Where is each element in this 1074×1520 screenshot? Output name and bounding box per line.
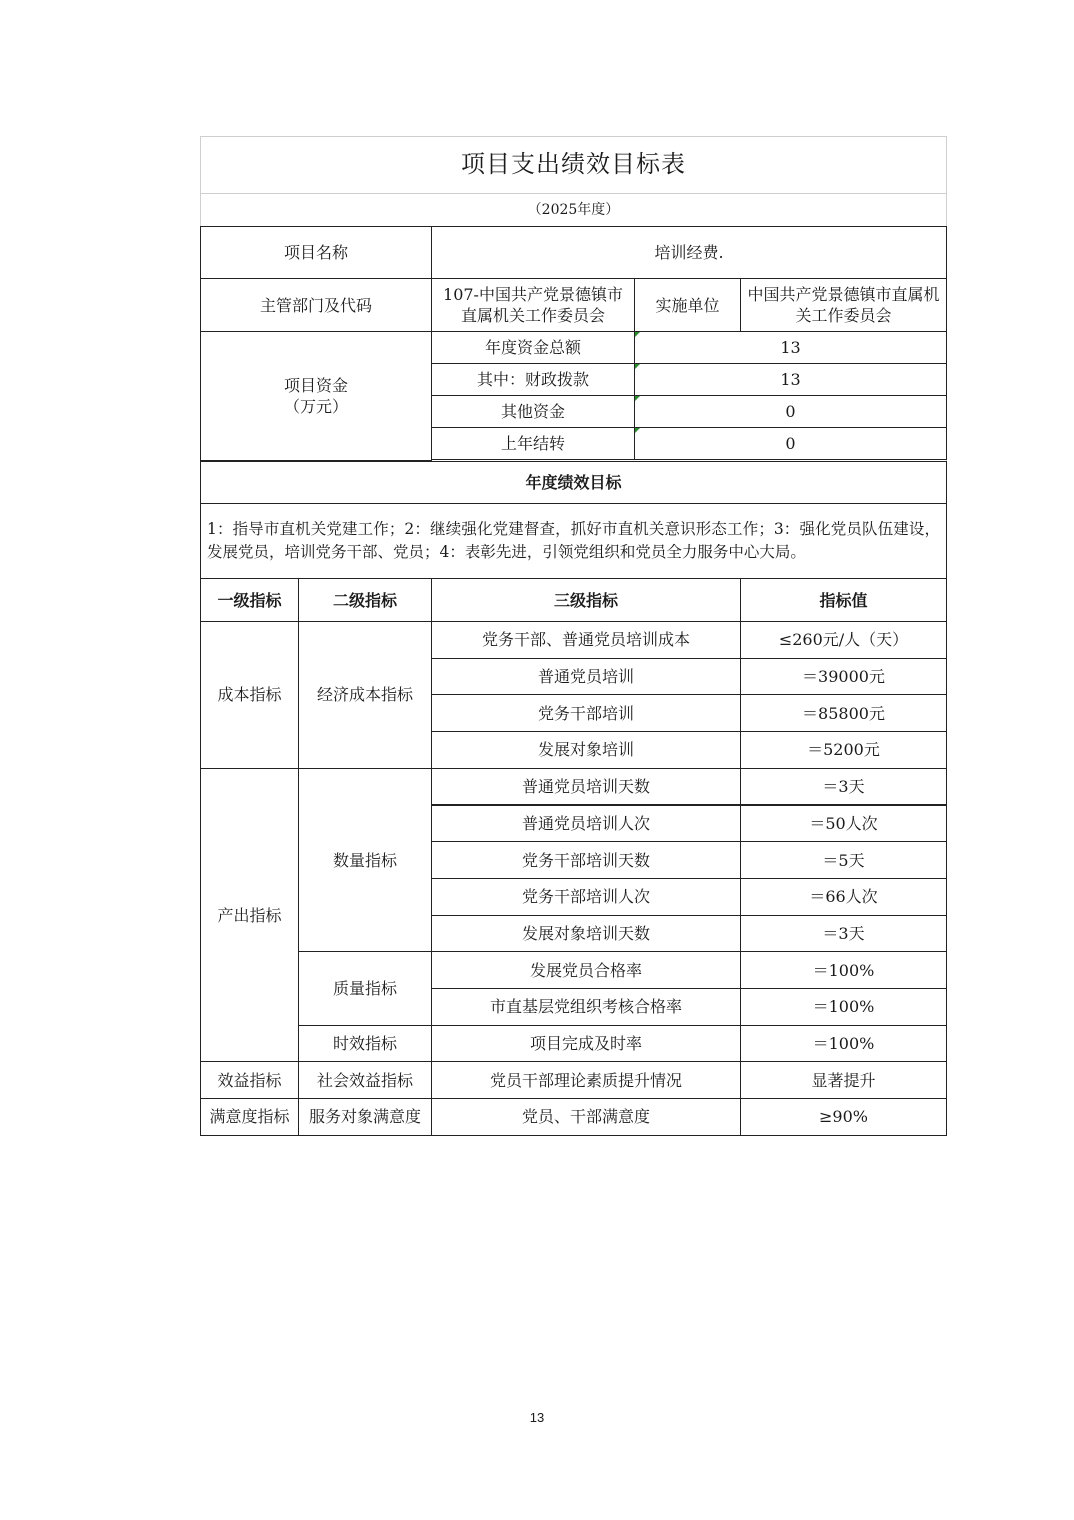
funds-item-value: 0 [634,427,947,460]
cell-marker [635,396,640,401]
level3-indicator: 党务干部培训 [431,694,741,732]
cell-marker [635,332,640,337]
level3-indicator: 党员干部理论素质提升情况 [431,1061,741,1099]
level3-indicator: 发展党员合格率 [431,951,741,989]
level3-indicator: 发展对象培训 [431,731,741,769]
fiscal-year: （2025年度） [527,201,620,218]
page-number: 13 [529,1410,545,1425]
level3-indicator: 党务干部培训人次 [431,878,741,916]
funds-item-value: 13 [634,363,947,396]
funds-label: 项目资金 （万元） [200,331,432,461]
indicator-header: 一级指标 [200,578,299,622]
indicator-value: ＝66人次 [740,878,947,916]
level3-indicator: 党务干部培训天数 [431,841,741,879]
performance-target-table [200,136,948,1134]
dept-label: 主管部门及代码 [200,278,432,332]
indicator-value: ＝100% [740,988,947,1026]
level3-indicator: 普通党员培训天数 [431,768,741,806]
level3-indicator: 普通党员培训人次 [431,805,741,843]
funds-item-label: 其中：财政拨款 [431,363,635,396]
level2-indicator: 数量指标 [298,768,432,953]
cell-marker [635,364,640,369]
funds-item-label: 其他资金 [431,395,635,428]
funds-item-label: 上年结转 [431,427,635,460]
dept-value: 107-中国共产党景德镇市直属机关工作委员会 [431,278,635,332]
level2-indicator: 质量指标 [298,951,432,1025]
level1-indicator: 效益指标 [200,1061,299,1099]
indicator-header: 三级指标 [431,578,741,622]
annual-goal-text: 1：指导市直机关党建工作；2：继续强化党建督查，抓好市直机关意识形态工作；3：强化党员队伍建设，发展党员，培训党务干部、党员；4：表彰先进，引领党组织和党员全力服务中心大局。 [200,503,947,579]
indicator-value: ＝3天 [740,768,947,806]
indicator-value: ＝85800元 [740,694,947,732]
level3-indicator: 市直基层党组织考核合格率 [431,988,741,1026]
indicator-header: 二级指标 [298,578,432,622]
indicator-value: ≤260元/人（天） [740,621,947,659]
indicator-value: ＝5200元 [740,731,947,769]
level3-indicator: 项目完成及时率 [431,1025,741,1063]
project-name-label: 项目名称 [200,226,432,279]
indicator-value: ＝100% [740,1025,947,1063]
indicator-header: 指标值 [740,578,947,622]
cell-marker [635,428,640,433]
level2-indicator: 服务对象满意度 [298,1098,432,1136]
indicator-value: 显著提升 [740,1061,947,1099]
impl-label: 实施单位 [634,278,741,332]
impl-value: 中国共产党景德镇市直属机关工作委员会 [740,278,947,332]
indicator-value: ＝3天 [740,915,947,953]
level2-indicator: 经济成本指标 [298,621,432,769]
funds-item-label: 年度资金总额 [431,331,635,364]
page-title: 项目支出绩效目标表 [461,150,686,178]
annual-goal-heading: 年度绩效目标 [200,461,947,504]
indicator-value: ＝100% [740,951,947,989]
project-name-value: 培训经费. [431,226,947,279]
level3-indicator: 党员、干部满意度 [431,1098,741,1136]
level1-indicator: 成本指标 [200,621,299,769]
level2-indicator: 社会效益指标 [298,1061,432,1099]
funds-item-value: 13 [634,331,947,364]
indicator-value: ＝50人次 [740,805,947,843]
level3-indicator: 党务干部、普通党员培训成本 [431,621,741,659]
indicator-value: ＝5天 [740,841,947,879]
level1-indicator: 产出指标 [200,768,299,1063]
indicator-value: ＝39000元 [740,658,947,696]
level3-indicator: 发展对象培训天数 [431,915,741,953]
funds-item-value: 0 [634,395,947,428]
level3-indicator: 普通党员培训 [431,658,741,696]
level1-indicator: 满意度指标 [200,1098,299,1136]
level2-indicator: 时效指标 [298,1025,432,1063]
indicator-value: ≥90% [740,1098,947,1136]
